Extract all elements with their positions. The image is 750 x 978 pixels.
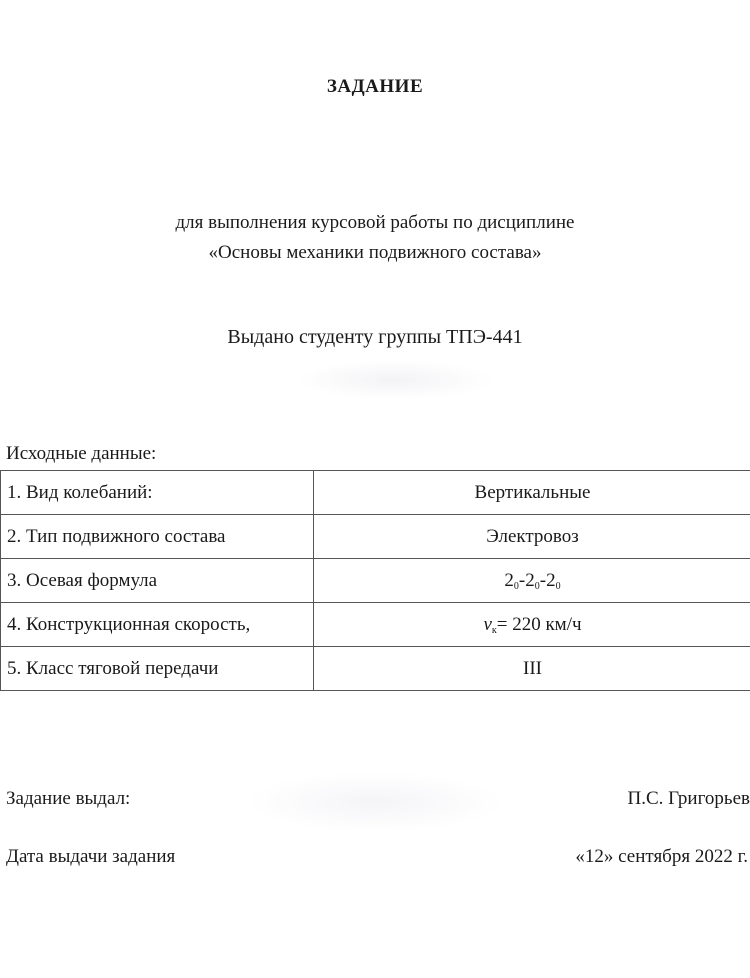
- table-row: [1, 471, 750, 515]
- axle-formula-value: $2_0-2_0-2_0$: [314, 559, 750, 603]
- initial-data-label: Исходные данные:: [6, 443, 157, 464]
- param-value: Вертикальные: [314, 471, 750, 515]
- param-name: 5. Класс тяговой передачи: [1, 647, 314, 691]
- document-title: ЗАДАНИЕ: [326, 76, 424, 97]
- table-row: [1, 647, 750, 691]
- issued-to: Выдано студенту группы ТПЭ-441: [227, 326, 523, 348]
- param-name: 1. Вид колебаний:: [1, 471, 314, 515]
- param-name: 3. Осевая формула: [1, 559, 314, 603]
- purpose-line-1: для выполнения курсовой работы по дисциплине: [175, 212, 575, 233]
- issue-date-value: «12» сентября 2022 г.: [575, 846, 748, 867]
- speed-value: $v_к= 220$ км/ч: [314, 603, 750, 647]
- initial-data-table: [0, 470, 750, 691]
- discipline-name: «Основы механики подвижного состава»: [208, 242, 542, 263]
- param-value: Электровоз: [314, 515, 750, 559]
- table-row: [1, 515, 750, 559]
- table-row: [1, 603, 750, 647]
- param-value: III: [314, 647, 750, 691]
- issuer-name: П.С. Григорьев: [627, 788, 750, 809]
- redacted-student-name: [295, 360, 495, 400]
- issue-date-label: Дата выдачи задания: [6, 846, 176, 867]
- param-name: 4. Конструкционная скорость,: [1, 603, 314, 647]
- issuer-label: Задание выдал:: [6, 788, 131, 809]
- assignment-purpose: [0, 208, 750, 268]
- param-name: 2. Тип подвижного состава: [1, 515, 314, 559]
- table-row: [1, 559, 750, 603]
- redacted-signature: [245, 772, 505, 832]
